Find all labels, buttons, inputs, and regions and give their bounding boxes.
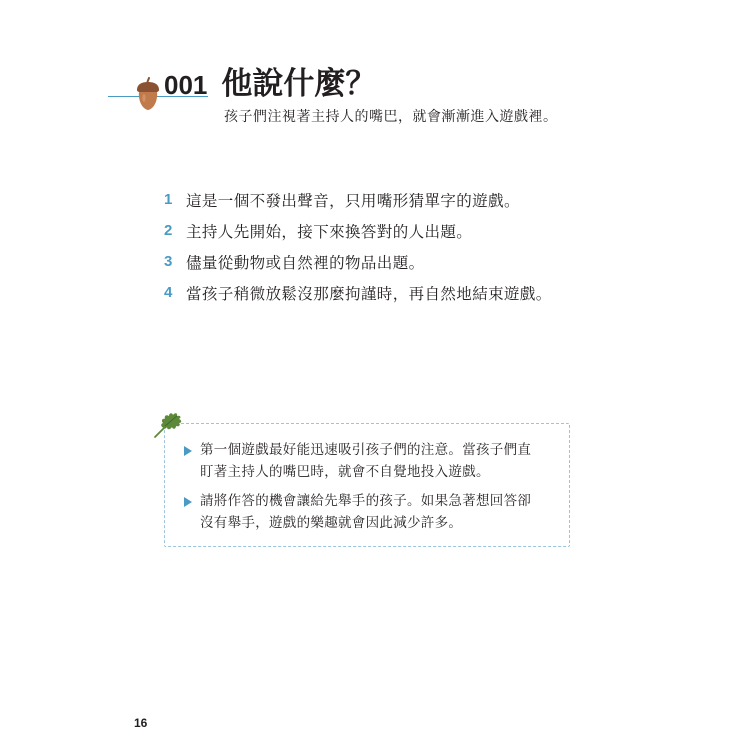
steps-list	[164, 184, 552, 308]
tips-list	[184, 441, 554, 543]
step-text: 這是一個不發出聲音，只用嘴形猜單字的遊戲。	[186, 191, 520, 210]
step-number: 3	[164, 253, 173, 270]
step-item	[164, 215, 552, 246]
activity-title: 他說什麼？	[221, 66, 377, 102]
step-item	[164, 246, 552, 277]
tip-line: 沒有舉手，遊戲的樂趣就會因此減少許多。	[200, 515, 463, 531]
step-item	[164, 184, 552, 215]
activity-subtitle: 孩子們注視著主持人的嘴巴，就會漸漸進入遊戲裡。	[224, 109, 558, 125]
triangle-bullet-icon	[184, 446, 192, 456]
tip-text	[200, 490, 531, 534]
step-number: 4	[164, 284, 173, 301]
step-text: 當孩子稍微放鬆沒那麼拘謹時，再自然地結束遊戲。	[186, 284, 552, 303]
page-title	[164, 58, 376, 103]
tip-line: 盯著主持人的嘴巴時，就會不自覺地投入遊戲。	[200, 464, 490, 480]
oak-leaf-icon	[152, 408, 188, 440]
page-number: 16	[134, 716, 148, 730]
step-number: 2	[164, 222, 173, 239]
tip-item	[184, 441, 554, 483]
step-item	[164, 277, 552, 308]
step-text: 儘量從動物或自然裡的物品出題。	[186, 253, 425, 272]
triangle-bullet-icon	[184, 497, 192, 507]
tip-item	[184, 492, 554, 534]
tip-line: 第一個遊戲最好能迅速吸引孩子們的注意。當孩子們直	[200, 442, 532, 458]
step-number: 1	[164, 191, 173, 208]
tip-line: 請將作答的機會讓給先舉手的孩子。如果急著想回答卻	[200, 493, 532, 509]
tip-text	[200, 439, 531, 483]
acorn-icon	[133, 76, 163, 112]
step-text: 主持人先開始，接下來換答對的人出題。	[186, 222, 473, 241]
activity-number: 001	[164, 70, 208, 100]
